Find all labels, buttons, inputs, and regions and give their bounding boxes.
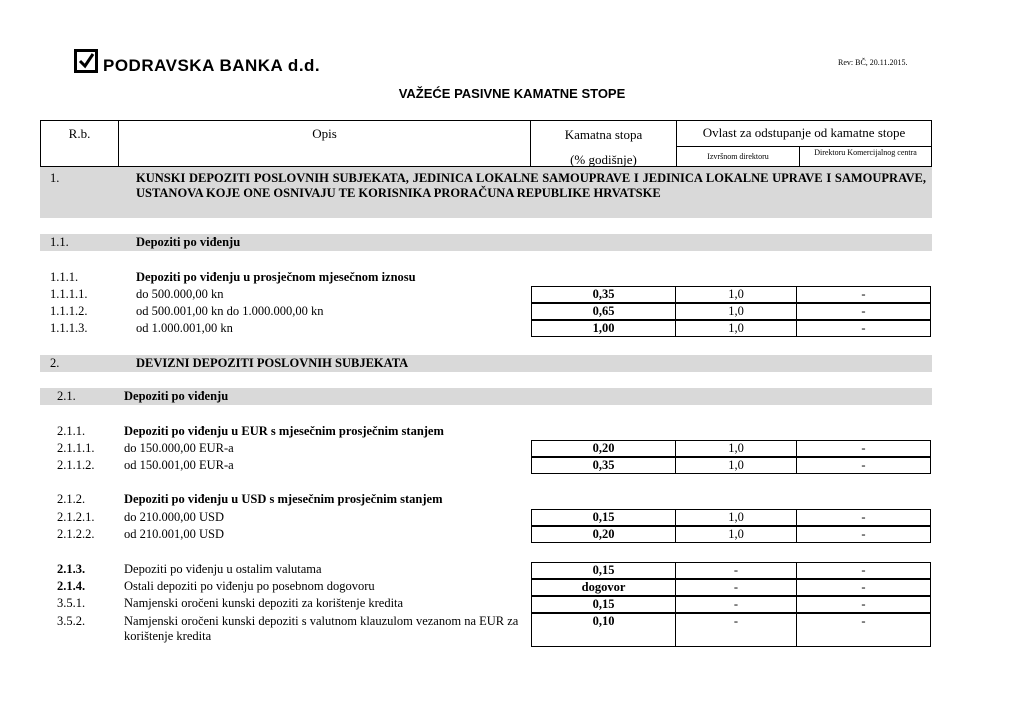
header-ovlast-cell [676, 120, 932, 147]
izvrsnom-value: - [676, 596, 797, 613]
section-1-1-1-title: Depoziti po viđenju u prosječnom mjesečnom iznosu [136, 270, 416, 284]
section-2-1-1-number: 2.1.1. [57, 424, 86, 438]
rate-value: 0,15 [531, 596, 676, 613]
row-num: 2.1.3. [57, 562, 86, 576]
izvrsnom-value: 1,0 [676, 303, 797, 320]
table-row [531, 320, 931, 337]
table-row [531, 613, 931, 647]
izvrsnom-value: - [676, 579, 797, 596]
table-row [531, 440, 931, 457]
row-desc: Ostali depoziti po viđenju po posebnom dogovoru [124, 579, 375, 593]
rate-value: 0,20 [531, 526, 676, 543]
row-num: 1.1.1.3. [50, 321, 88, 335]
revision-note: Rev: BČ, 20.11.2015. [838, 58, 908, 67]
row-num: 3.5.1. [57, 596, 86, 610]
direktoru-value: - [797, 596, 931, 613]
row-desc: od 1.000.001,00 kn [136, 321, 233, 335]
row-desc: od 150.001,00 EUR-a [124, 458, 234, 472]
izvrsnom-value: 1,0 [676, 286, 797, 303]
table-row [531, 579, 931, 596]
direktoru-value: - [797, 579, 931, 596]
direktoru-value: - [797, 286, 931, 303]
row-num: 2.1.1.2. [57, 458, 95, 472]
header-direktoru-cell [799, 146, 932, 167]
section-1-1-number: 1.1. [50, 235, 69, 249]
header-rate-cell [530, 120, 677, 167]
row-num: 2.1.1.1. [57, 441, 95, 455]
direktoru-value: - [797, 509, 931, 526]
header-izvrsnom-cell [676, 146, 800, 167]
section-2-1-title: Depoziti po viđenju [124, 389, 229, 403]
izvrsnom-value: - [676, 562, 797, 579]
izvrsnom-value: 1,0 [676, 440, 797, 457]
section-1-1-title: Depoziti po viđenju [136, 235, 241, 249]
table-row [531, 286, 931, 303]
section-2-title: DEVIZNI DEPOZITI POSLOVNIH SUBJEKATA [136, 356, 409, 370]
header-rb: R.b. [68, 126, 91, 141]
direktoru-value: - [797, 562, 931, 579]
header-direktoru: Direktoru Komercijalnog centra [814, 148, 917, 157]
row-desc: do 150.000,00 EUR-a [124, 441, 234, 455]
section-2-number: 2. [50, 356, 60, 370]
rate-value: dogovor [531, 579, 676, 596]
izvrsnom-value: 1,0 [676, 526, 797, 543]
direktoru-value: - [797, 320, 931, 337]
section-2-1-2-title: Depoziti po viđenju u USD s mjesečnim prosječnim stanjem [124, 492, 443, 506]
row-desc: do 210.000,00 USD [124, 510, 225, 524]
rate-value: 0,35 [531, 457, 676, 474]
direktoru-value: - [797, 526, 931, 543]
table-row [531, 457, 931, 474]
table-row [531, 526, 931, 543]
izvrsnom-value: 1,0 [676, 457, 797, 474]
bank-logo-icon [74, 49, 98, 73]
section-2-1-2-number: 2.1.2. [57, 492, 86, 506]
row-num: 3.5.2. [57, 614, 86, 628]
header-rb-cell [40, 120, 119, 167]
section-1-number: 1. [50, 171, 60, 185]
rate-value: 0,15 [531, 562, 676, 579]
header-izvrsnom: Izvršnom direktoru [707, 152, 769, 161]
direktoru-value: - [797, 440, 931, 457]
izvrsnom-value: - [676, 613, 797, 647]
direktoru-value: - [797, 457, 931, 474]
row-desc: Namjenski oročeni kunski depoziti s valutnom klauzulom vezanom na EUR za korištenje kredita [124, 614, 519, 643]
row-desc: Depoziti po viđenju u ostalim valutama [124, 562, 322, 576]
header-opis: Opis [312, 126, 337, 141]
izvrsnom-value: 1,0 [676, 509, 797, 526]
rate-value: 1,00 [531, 320, 676, 337]
row-num: 2.1.2.1. [57, 510, 95, 524]
rate-value: 0,15 [531, 509, 676, 526]
izvrsnom-value: 1,0 [676, 320, 797, 337]
header-opis-cell [118, 120, 531, 167]
table-row [531, 303, 931, 320]
row-num: 1.1.1.2. [50, 304, 88, 318]
rate-value: 0,65 [531, 303, 676, 320]
direktoru-value: - [797, 613, 931, 647]
section-1-title: KUNSKI DEPOZITI POSLOVNIH SUBJEKATA, JEDINICA LOKALNE SAMOUPRAVE I JEDINICA LOKALNE UPRAVE I SAMOUPRAVE, USTANOVA KOJE ONE OSNIVAJU TE KORISNIKA PRORAČUNA REPUBLIKE HRVATSKE [136, 171, 926, 200]
page-title: VAŽEĆE PASIVNE KAMATNE STOPE [398, 86, 626, 101]
row-num: 1.1.1.1. [50, 287, 88, 301]
row-num: 2.1.4. [57, 579, 86, 593]
table-row [531, 596, 931, 613]
rate-value: 0,35 [531, 286, 676, 303]
header-rate-unit: (% godišnje) [570, 152, 637, 167]
direktoru-value: - [797, 303, 931, 320]
header-rate: Kamatna stopa [564, 127, 643, 142]
row-num: 2.1.2.2. [57, 527, 95, 541]
row-desc: od 500.001,00 kn do 1.000.000,00 kn [136, 304, 324, 318]
section-1-1-1-number: 1.1.1. [50, 270, 79, 284]
row-desc: Namjenski oročeni kunski depoziti za korištenje kredita [124, 596, 404, 610]
row-desc: od 210.001,00 USD [124, 527, 225, 541]
bank-name: PODRAVSKA BANKA d.d. [103, 56, 321, 75]
row-desc: do 500.000,00 kn [136, 287, 224, 301]
section-2-1-1-title: Depoziti po viđenju u EUR s mjesečnim prosječnim stanjem [124, 424, 444, 438]
section-2-1-number: 2.1. [57, 389, 76, 403]
table-row [531, 562, 931, 579]
rate-value: 0,10 [531, 613, 676, 647]
rate-value: 0,20 [531, 440, 676, 457]
header-ovlast: Ovlast za odstupanje od kamatne stope [702, 125, 906, 140]
table-row [531, 509, 931, 526]
